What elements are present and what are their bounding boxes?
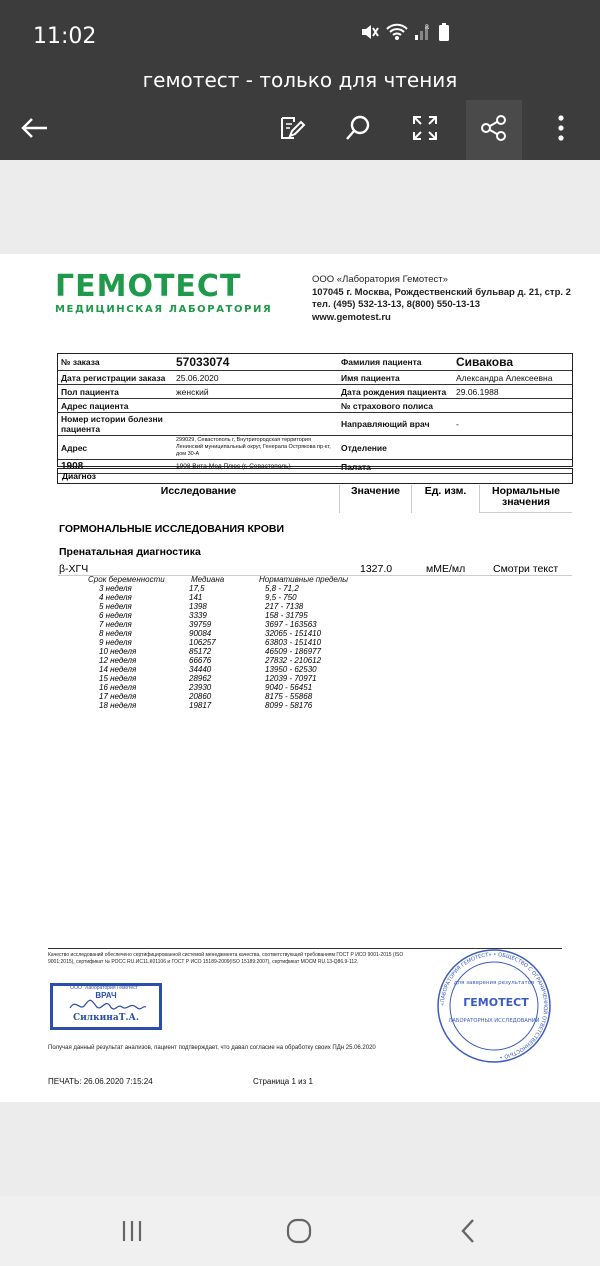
battery-icon <box>438 22 450 42</box>
back-button[interactable] <box>14 108 54 148</box>
clinic-value: 1908 Вита-Мед Плюс (г. Севастополь) <box>173 460 338 474</box>
ref-term: 9 неделя <box>99 638 132 647</box>
more-options-button[interactable] <box>541 108 581 148</box>
col-unit: Ед. изм. <box>412 485 480 513</box>
col-value: Значение <box>340 485 412 513</box>
nav-back-icon <box>460 1218 476 1244</box>
recent-apps-icon <box>121 1220 143 1242</box>
result-norm: Смотри текст <box>493 563 559 575</box>
ref-limits: 217 - 7138 <box>265 602 304 611</box>
ref-limits: 158 - 31795 <box>265 611 308 620</box>
ref-header-median: Медиана <box>191 575 225 584</box>
ref-term: 4 неделя <box>99 593 132 602</box>
expand-icon <box>411 114 439 142</box>
mute-icon <box>360 23 380 41</box>
ref-term: 3 неделя <box>99 584 132 593</box>
seal-bottom-text: ЛАБОРАТОРНЫХ ИССЛЕДОВАНИЙ <box>448 1018 540 1024</box>
page-number: Страница 1 из 1 <box>253 1077 313 1086</box>
wifi-icon <box>386 23 408 41</box>
ref-limits: 5,8 - 71,2 <box>265 584 299 593</box>
result-name: β-ХГЧ <box>59 563 89 575</box>
status-time: 11:02 <box>33 24 97 49</box>
policy-label: № страхового полиса <box>338 399 453 413</box>
ref-median: 19817 <box>189 701 212 710</box>
print-timestamp: ПЕЧАТЬ: 26.06.2020 7:15:24 <box>48 1077 153 1086</box>
surname-label: Фамилия пациента <box>338 354 453 371</box>
logo-sub-text: МЕДИЦИНСКАЯ ЛАБОРАТОРИЯ <box>55 304 273 315</box>
lab-seal <box>436 948 552 1064</box>
subsection-title: Пренатальная диагностика <box>59 546 201 558</box>
code-value: 1908 <box>58 460 173 474</box>
logo-main-text: ГЕМОТЕСТ <box>55 269 242 304</box>
table-row <box>58 385 572 399</box>
col-study: Исследование <box>58 485 340 513</box>
ref-limits: 12039 - 70971 <box>265 674 317 683</box>
ref-term: 7 неделя <box>99 620 132 629</box>
ref-term: 8 неделя <box>99 629 132 638</box>
fullscreen-button[interactable] <box>405 108 445 148</box>
ref-term: 10 неделя <box>99 647 137 656</box>
ref-limits: 8099 - 58176 <box>265 701 313 710</box>
order-no-value: 57033074 <box>173 354 338 371</box>
ref-median: 28962 <box>189 674 212 683</box>
consent-text: Получая данный результат анализов, пациент подтверждает, что давал согласие на обработку своих ПДн 25.06.2020 <box>48 1045 376 1051</box>
nav-back-button[interactable] <box>446 1214 490 1248</box>
search-icon <box>344 114 372 142</box>
name-value: Александра Алексеевна <box>453 371 572 385</box>
home-icon <box>286 1218 312 1244</box>
table-row <box>58 354 572 371</box>
doctor-value: - <box>453 413 572 436</box>
search-button[interactable] <box>338 108 378 148</box>
doctor-stamp <box>50 983 162 1030</box>
viewer-background-top <box>0 160 600 254</box>
sex-value: женский <box>173 385 338 399</box>
dob-label: Дата рождения пациента <box>338 385 453 399</box>
ref-limits: 9040 - 56451 <box>265 683 313 692</box>
name-label: Имя пациента <box>338 371 453 385</box>
ref-median: 23930 <box>189 683 212 692</box>
ref-term: 18 неделя <box>99 701 137 710</box>
status-bar <box>0 0 600 62</box>
table-row <box>58 371 572 385</box>
section-title: ГОРМОНАЛЬНЫЕ ИССЛЕДОВАНИЯ КРОВИ <box>59 523 285 535</box>
viewer-background-bottom <box>0 1102 600 1196</box>
company-site: www.gemotest.ru <box>312 311 391 323</box>
signal-icon <box>414 23 432 41</box>
result-value: 1327.0 <box>360 563 393 575</box>
company-name: ООО «Лаборатория Гемотест» <box>312 274 448 285</box>
ref-median: 3339 <box>189 611 207 620</box>
ref-median: 17,5 <box>189 584 205 593</box>
ref-limits: 8175 - 55868 <box>265 692 313 701</box>
table-row <box>58 399 572 413</box>
ref-term: 12 неделя <box>99 656 137 665</box>
signature-image <box>68 997 148 1013</box>
ref-median: 106257 <box>189 638 216 647</box>
dob-value: 29.06.1988 <box>453 385 572 399</box>
ref-median: 85172 <box>189 647 212 656</box>
ref-limits: 63803 - 151410 <box>265 638 322 647</box>
ref-limits: 3697 - 163563 <box>265 620 317 629</box>
edit-button[interactable] <box>272 108 312 148</box>
share-button[interactable] <box>474 108 514 148</box>
ref-term: 16 неделя <box>99 683 137 692</box>
ref-median: 39759 <box>189 620 212 629</box>
patient-info-table <box>58 354 572 474</box>
ref-limits: 13950 - 62530 <box>265 665 317 674</box>
ref-median: 1398 <box>189 602 207 611</box>
doctor-label: Направляющий врач <box>338 413 453 436</box>
ref-median: 34440 <box>189 665 212 674</box>
diagnosis-row <box>57 468 573 484</box>
back-arrow-icon <box>19 116 49 140</box>
history-label: Номер истории болезни пациента <box>58 413 173 436</box>
result-unit: мМЕ/мл <box>426 563 466 575</box>
stamp-title: ВРАЧ <box>95 991 117 1000</box>
ward-label: Палата <box>338 460 453 474</box>
order-no-label: № заказа <box>58 354 173 371</box>
toolbar-title: гемотест - только для чтения <box>142 68 458 92</box>
edit-document-icon <box>278 114 306 142</box>
ref-median: 90084 <box>189 629 212 638</box>
seal-brand-text: ГЕМОТЕСТ <box>463 996 529 1009</box>
ref-median: 66676 <box>189 656 212 665</box>
ref-limits: 46509 - 186977 <box>265 647 322 656</box>
dept-label: Отделение <box>338 436 453 460</box>
ref-term: 5 неделя <box>99 602 132 611</box>
ref-header-term: Срок беременности <box>88 575 165 584</box>
ref-term: 14 неделя <box>99 665 137 674</box>
ref-term: 6 неделя <box>99 611 132 620</box>
ref-median: 141 <box>189 593 203 602</box>
sex-label: Пол пациента <box>58 385 173 399</box>
recent-apps-button[interactable] <box>110 1216 154 1246</box>
stamp-org: ООО "Лаборатория Гемотест" <box>70 985 140 991</box>
app-toolbar <box>0 62 600 160</box>
quality-note: Качество исследований обеспечено сертифицированной системой менеджмента качества, соответствующей требованиям ГОСТ Р ИСО 9001-2015 (ISO 9001:2015), сертификат № РОСС RU.ИС11.К01106 и ГОСТ Р ИСО 15189-2009(ISO 15189:2007), сертификат МОСМ RU.13-Q86.9-112. <box>48 952 404 965</box>
company-info <box>312 274 571 324</box>
ref-median: 20860 <box>189 692 212 701</box>
ref-header-limits: Нормативные пределы <box>259 575 348 584</box>
stamp-name: СилкинаТ.А. <box>72 1013 140 1023</box>
ref-limits: 27832 - 210612 <box>265 656 322 665</box>
seal-ring-text: «ЛАБОРАТОРИЯ ГЕМОТЕСТ» • ОБЩЕСТВО С ОГРАНИЧЕННОЙ ОТВЕТСТВЕННОСТЬЮ • <box>439 951 549 1060</box>
seal-top-text: для заверения результатов <box>453 980 535 986</box>
reg-date-value: 25.06.2020 <box>173 371 338 385</box>
diagnosis-label: Диагноз <box>62 471 96 481</box>
document-page[interactable] <box>0 254 600 1102</box>
ref-limits: 32065 - 151410 <box>265 629 322 638</box>
gemotest-logo <box>55 269 273 315</box>
share-icon <box>480 114 508 142</box>
company-phone: тел. (495) 532-13-13, 8(800) 550-13-13 <box>312 299 481 310</box>
table-row <box>58 413 572 436</box>
reg-date-label: Дата регистрации заказа <box>58 371 173 385</box>
col-norm: Нормальные значения <box>480 485 572 513</box>
system-nav-bar <box>0 1196 600 1266</box>
svg-text:R: R <box>425 24 430 31</box>
ref-term: 17 неделя <box>99 692 137 701</box>
address-label: Адрес пациента <box>58 399 173 413</box>
status-icons <box>360 22 450 42</box>
table-row <box>58 436 572 460</box>
addr2-value: 299029, Севастополь г, Внутригородская территория Ленинский муниципальный округ, Генерала Острякова пр-кт, дом 30-А <box>173 436 338 460</box>
home-button[interactable] <box>277 1214 321 1248</box>
ref-term: 15 неделя <box>99 674 137 683</box>
addr2-label: Адрес <box>58 436 173 460</box>
ref-limits: 9,5 - 750 <box>265 593 297 602</box>
more-vertical-icon <box>557 115 565 141</box>
surname-value: Сивакова <box>453 354 572 371</box>
company-address: 107045 г. Москва, Рождественский бульвар д. 21, стр. 2 <box>312 286 571 298</box>
